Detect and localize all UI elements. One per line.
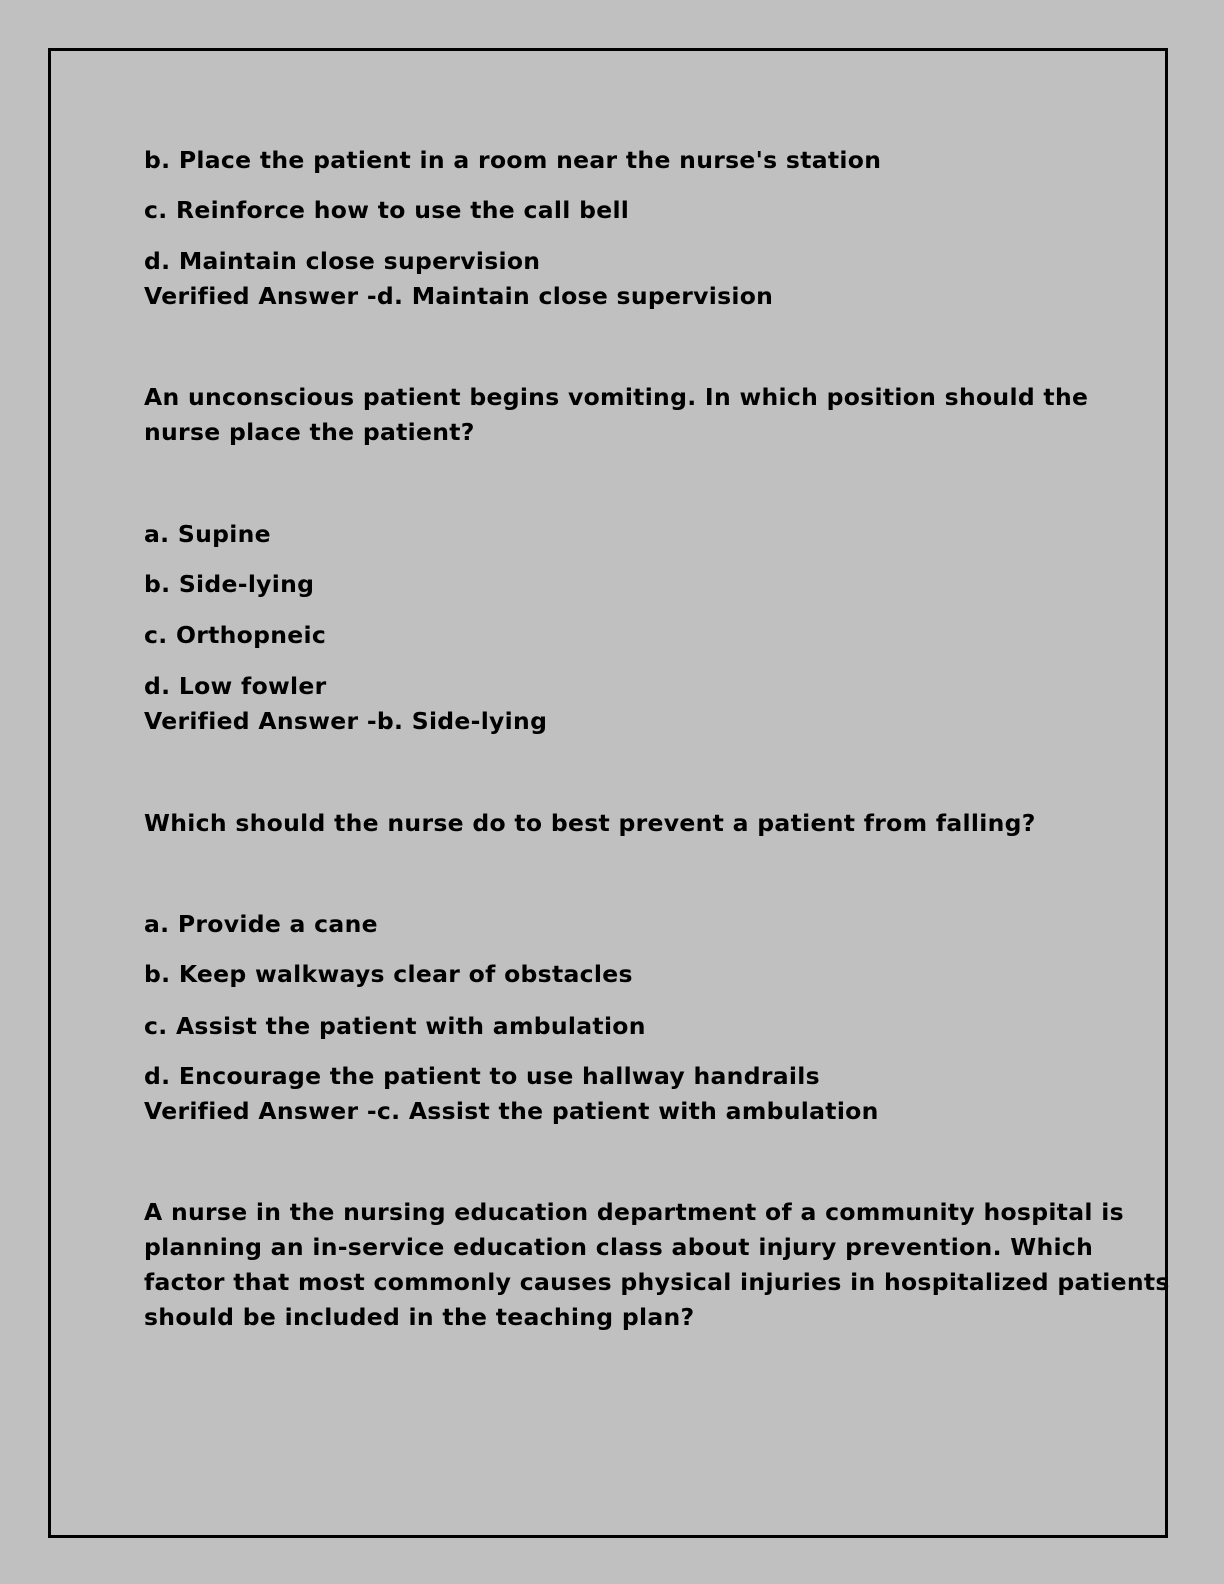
q3-option-d: d. Encourage the patient to use hallway handrails [144,1062,820,1090]
q2-question-line-1: An unconscious patient begins vomiting. In which position should the [144,383,1089,411]
q3-verified-answer: Verified Answer -c. Assist the patient with ambulation [144,1097,879,1125]
q2-option-d: d. Low fowler [144,672,327,700]
q2-question-line-2: nurse place the patient? [144,418,475,446]
q1-option-b: b. Place the patient in a room near the nurse's station [144,146,882,174]
q4-question-line-2: planning an in-service education class about injury prevention. Which [144,1233,1094,1261]
q2-option-c: c. Orthopneic [144,621,327,649]
q4-question-line-4: should be included in the teaching plan? [144,1303,695,1331]
q1-option-d: d. Maintain close supervision [144,247,541,275]
q3-option-c: c. Assist the patient with ambulation [144,1012,646,1040]
q3-option-b: b. Keep walkways clear of obstacles [144,960,633,988]
q2-verified-answer: Verified Answer -b. Side-lying [144,707,548,735]
q1-option-c: c. Reinforce how to use the call bell [144,196,630,224]
q1-verified-answer: Verified Answer -d. Maintain close supervision [144,282,774,310]
q4-question-line-1: A nurse in the nursing education department of a community hospital is [144,1198,1124,1226]
q2-option-b: b. Side-lying [144,570,315,598]
q2-option-a: a. Supine [144,520,271,548]
q3-question: Which should the nurse do to best prevent a patient from falling? [144,809,1036,837]
q3-option-a: a. Provide a cane [144,910,378,938]
q4-question-line-3: factor that most commonly causes physical injuries in hospitalized patients [144,1268,1170,1296]
